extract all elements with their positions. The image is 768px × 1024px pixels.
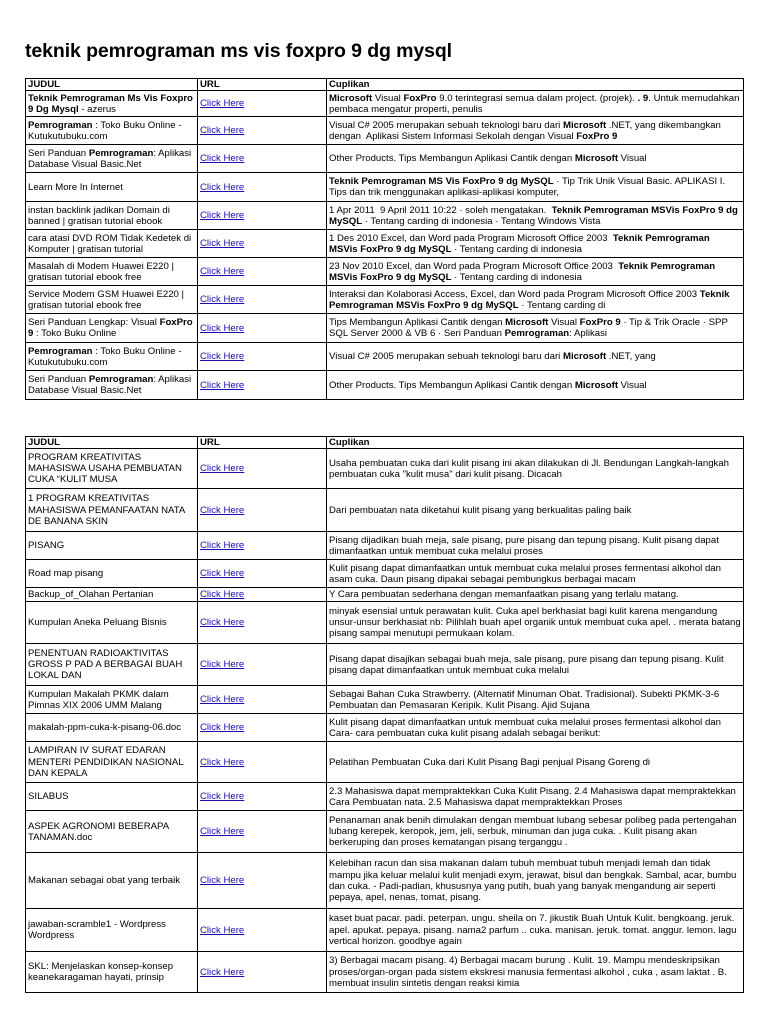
judul-cell: Makanan sebagai obat yang terbaik [26, 853, 198, 909]
cuplikan-cell: Dari pembuatan nata diketahui kulit pisang yang berkualitas paling baik [327, 489, 744, 532]
judul-cell: Seri Panduan Pemrograman: Aplikasi Database Visual Basic.Net [26, 371, 198, 400]
cuplikan-cell: Other Products. Tips Membangun Aplikasi Cantik dengan Microsoft Visual [327, 371, 744, 400]
cuplikan-cell: Pelatihan Pembuatan Cuka dari Kulit Pisang Bagi penjual Pisang Goreng di [327, 742, 744, 783]
click-here-link[interactable]: Click Here [200, 210, 245, 222]
table-row [26, 602, 744, 644]
click-here-link[interactable]: Click Here [200, 540, 245, 552]
url-cell [198, 853, 327, 909]
click-here-link[interactable]: Click Here [200, 238, 245, 250]
click-here-link[interactable]: Click Here [200, 463, 245, 475]
judul-cell: instan backlink jadikan Domain di banned | gratisan tutorial ebook [26, 202, 198, 230]
table-row [26, 145, 744, 173]
table-header-row [26, 79, 744, 91]
url-cell [198, 602, 327, 644]
url-cell [198, 489, 327, 532]
cuplikan-cell: Kelebihan racun dan sisa makanan dalam tubuh membuat tubuh menjadi lemah dan tidak mampu jika keluar melalui kulit menjadi exym, jerawat, bisul dan bengkak. Sambal, acar, bumbu dan cuka. - Padi-padian, khususnya yang putih, buah yang banyak mengandung air seperti pepaya, apel, nenas, tomat, pisang. [327, 853, 744, 909]
judul-cell: Seri Panduan Lengkap: Visual FoxPro 9 : Toko Buku Online [26, 314, 198, 343]
table-row [26, 314, 744, 343]
table-row [26, 588, 744, 602]
judul-cell: SKL: Menjelaskan konsep-konsep keanekaragaman hayati, prinsip [26, 952, 198, 993]
click-here-link[interactable]: Click Here [200, 379, 245, 391]
table-row [26, 952, 744, 993]
judul-cell: PROGRAM KREATIVITAS MAHASISWA USAHA PEMBUATAN CUKA “KULIT MUSA [26, 449, 198, 489]
click-here-link[interactable]: Click Here [200, 617, 245, 629]
page-title: teknik pemrograman ms vis foxpro 9 dg mysql [25, 40, 452, 62]
url-cell [198, 91, 327, 117]
click-here-link[interactable]: Click Here [200, 504, 245, 516]
cuplikan-cell: Y Cara pembuatan sederhana dengan memanfaatkan pisang yang terlalu matang. [327, 588, 744, 602]
judul-cell: 1 PROGRAM KREATIVITAS MAHASISWA PEMANFAATAN NATA DE BANANA SKIN [26, 489, 198, 532]
cuplikan-cell: Sebagai Bahan Cuka Strawberry. (Alternatif Minuman Obat. Tradisional). Subekti PKMK-3-6 Pembuatan dan Pemasaran Keripik. Kulit Pisang. Ajid Sujana [327, 686, 744, 714]
results-table-2 [25, 436, 744, 993]
url-cell [198, 644, 327, 686]
table-row [26, 532, 744, 560]
cuplikan-cell: 1 Des 2010 Excel, dan Word pada Program Microsoft Office 2003 Teknik Pemrograman MSVis FoxPro 9 dg MySQL · Tentang carding di indonesia [327, 230, 744, 258]
url-cell [198, 117, 327, 145]
click-here-link[interactable]: Click Here [200, 294, 245, 306]
click-here-link[interactable]: Click Here [200, 266, 245, 278]
results-table-1 [25, 78, 744, 400]
url-cell [198, 952, 327, 993]
cuplikan-cell: Visual C# 2005 merupakan sebuah teknologi baru dari Microsoft .NET, yang [327, 343, 744, 371]
url-cell [198, 343, 327, 371]
table-row [26, 742, 744, 783]
click-here-link[interactable]: Click Here [200, 756, 245, 768]
url-cell [198, 714, 327, 742]
table-row [26, 686, 744, 714]
cuplikan-cell: Interaksi dan Kolaborasi Access, Excel, dan Word pada Program Microsoft Office 2003 Teknik Pemrograman MSVis FoxPro 9 dg MySQL · Tentang carding di [327, 286, 744, 314]
click-here-link[interactable]: Click Here [200, 791, 245, 803]
url-cell [198, 588, 327, 602]
table-row [26, 449, 744, 489]
url-cell [198, 202, 327, 230]
judul-cell: Road map pisang [26, 560, 198, 588]
table-row [26, 230, 744, 258]
url-cell [198, 742, 327, 783]
click-here-link[interactable]: Click Here [200, 568, 245, 580]
url-cell [198, 173, 327, 202]
judul-cell: Teknik Pemrograman Ms Vis Foxpro 9 Dg Mysql - azerus [26, 91, 198, 117]
cuplikan-cell: 2.3 Mahasiswa dapat mempraktekkan Cuka Kulit Pisang. 2.4 Mahasiswa dapat mempraktekkan Cara Pembuatan nata. 2.5 Mahasiswa dapat mempraktekkan Proses [327, 783, 744, 811]
table-row [26, 489, 744, 532]
judul-cell: SILABUS [26, 783, 198, 811]
cuplikan-cell: Usaha pembuatan cuka dari kulit pisang ini akan dilakukan di Jl. Bendungan Langkah-langkah pembuatan cuka "kulit musa" dari kulit pisang. Dicacah [327, 449, 744, 489]
judul-cell: ASPEK AGRONOMI BEBERAPA TANAMAN.doc [26, 811, 198, 853]
judul-cell: PENENTUAN RADIOAKTIVITAS GROSS P PAD A BERBAGAI BUAH LOKAL DAN [26, 644, 198, 686]
judul-cell: jawaban-scramble1 - Wordpress Wordpress [26, 909, 198, 952]
table-row [26, 117, 744, 145]
table-row [26, 714, 744, 742]
url-cell [198, 909, 327, 952]
url-cell [198, 449, 327, 489]
url-cell [198, 532, 327, 560]
table-row [26, 853, 744, 909]
click-here-link[interactable]: Click Here [200, 875, 245, 887]
table-row [26, 343, 744, 371]
url-cell [198, 286, 327, 314]
table-row [26, 91, 744, 117]
click-here-link[interactable]: Click Here [200, 322, 245, 334]
click-here-link[interactable]: Click Here [200, 351, 245, 363]
table-row [26, 644, 744, 686]
judul-cell: PISANG [26, 532, 198, 560]
click-here-link[interactable]: Click Here [200, 694, 245, 706]
judul-cell: Backup_of_Olahan Pertanian [26, 588, 198, 602]
cuplikan-cell: 1 Apr 2011 9 April 2011 10:22 · soleh mengatakan. Teknik Pemrograman MSVis FoxPro 9 dg MySQL · Tentang carding di indonesia · Tentang Windows Vista [327, 202, 744, 230]
url-cell [198, 560, 327, 588]
cuplikan-cell: Other Products. Tips Membangun Aplikasi Cantik dengan Microsoft Visual [327, 145, 744, 173]
cuplikan-cell: kaset buat pacar. padi. peterpan. ungu. sheila on 7. jikustik Buah Untuk Kulit. bengkoang. jeruk. apel. apukat. pepaya. pisang. nama2 parfum .. cuka. manisan. jeruk. tomat. anggur. lemon. lagu vertical horizon. goodbye again [327, 909, 744, 952]
click-here-link[interactable]: Click Here [200, 966, 245, 978]
click-here-link[interactable]: Click Here [200, 125, 245, 137]
table-row [26, 286, 744, 314]
table-row [26, 258, 744, 286]
judul-cell: makalah-ppm-cuka-k-pisang-06.doc [26, 714, 198, 742]
judul-cell: Learn More In Internet [26, 173, 198, 202]
header-url: URL [198, 437, 327, 449]
judul-cell: Kumpulan Makalah PKMK dalam Pimnas XIX 2006 UMM Malang [26, 686, 198, 714]
cuplikan-cell: 3) Berbagai macam pisang. 4) Berbagai macam burung . Kulit. 19. Mampu mendeskripsikan proses/organ-organ pada sistem ekskresi manusia fermentasi alkohol , cuka , asam laktat . B. membuat insulin sintetis dengan reaksi kimia [327, 952, 744, 993]
url-cell [198, 811, 327, 853]
cuplikan-cell: Tips Membangun Aplikasi Cantik dengan Microsoft Visual FoxPro 9 · Tip & Trik Oracle · SPP SQL Server 2000 & VB 6 · Seri Panduan Pemrograman: Aplikasi [327, 314, 744, 343]
cuplikan-cell: minyak esensial untuk perawatan kulit. Cuka apel berkhasiat bagi kulit karena mengandung unsur-unsur berkhasiat nb: Pilihlah buah apel organik untuk membuat cuka apel. . merata batang pisang sampai menutupi permukaan kolam. [327, 602, 744, 644]
table-row [26, 560, 744, 588]
table-header-row [26, 437, 744, 449]
cuplikan-cell: Kulit pisang dapat dimanfaatkan untuk membuat cuka melalui proses fermentasi alkohol dan asam cuka. Daun pisang dipakai sebagai pembungkus berbagai macam [327, 560, 744, 588]
click-here-link[interactable]: Click Here [200, 826, 245, 838]
url-cell [198, 145, 327, 173]
header-judul: JUDUL [26, 437, 198, 449]
cuplikan-cell: Kulit pisang dapat dimanfaatkan untuk membuat cuka melalui proses fermentasi alkohol dan Cara- cara pembuatan cuka kulit pisang adalah sebagai berikut: [327, 714, 744, 742]
click-here-link[interactable]: Click Here [200, 722, 245, 734]
header-cuplikan: Cuplikan [327, 437, 744, 449]
click-here-link[interactable]: Click Here [200, 659, 245, 671]
judul-cell: Pemrograman : Toko Buku Online - Kutukutubuku.com [26, 343, 198, 371]
header-judul: JUDUL [26, 79, 198, 91]
url-cell [198, 686, 327, 714]
cuplikan-cell: Penanaman anak benih dimulakan dengan membuat lubang sebesar polibeg pada pertengahan lubang kerepek, keropok, jem, jeli, serbuk, minuman dan juga cuka. . Kulit pisang akan berkeruping dan proses kematangan pisang terganggu . [327, 811, 744, 853]
table-row [26, 202, 744, 230]
click-here-link[interactable]: Click Here [200, 924, 245, 936]
table-row [26, 173, 744, 202]
judul-cell: Seri Panduan Pemrograman: Aplikasi Database Visual Basic.Net [26, 145, 198, 173]
table-row [26, 811, 744, 853]
judul-cell: Pemrograman : Toko Buku Online - Kutukutubuku.com [26, 117, 198, 145]
cuplikan-cell: Microsoft Visual FoxPro 9.0 terintegrasi semua dalam project. (projek). . 9. Untuk memudahkan pembaca mengatur properti, penulis [327, 91, 744, 117]
judul-cell: Masalah di Modem Huawei E220 | gratisan tutorial ebook free [26, 258, 198, 286]
header-url: URL [198, 79, 327, 91]
click-here-link[interactable]: Click Here [200, 181, 245, 193]
judul-cell: cara atasi DVD ROM Tidak Kedetek di Komputer | gratisan tutorial [26, 230, 198, 258]
cuplikan-cell: Visual C# 2005 merupakan sebuah teknologi baru dari Microsoft .NET, yang dikembangkan dengan Aplikasi Sistem Informasi Sekolah dengan Visual FoxPro 9 [327, 117, 744, 145]
cuplikan-cell: Pisang dapat disajikan sebagai buah meja, sale pisang, pure pisang dan tepung pisang. Kulit pisang dapat dimanfaatkan untuk membuat cuka melalui [327, 644, 744, 686]
url-cell [198, 371, 327, 400]
url-cell [198, 314, 327, 343]
url-cell [198, 783, 327, 811]
cuplikan-cell: Teknik Pemrograman MS Vis FoxPro 9 dg MySQL · Tip Trik Unik Visual Basic. APLIKASI I. Tips dan trik menggunakan aplikasi-aplikasi komputer, [327, 173, 744, 202]
table-row [26, 371, 744, 400]
judul-cell: Service Modem GSM Huawei E220 | gratisan tutorial ebook free [26, 286, 198, 314]
url-cell [198, 230, 327, 258]
cuplikan-cell: Pisang dijadikan buah meja, sale pisang, pure pisang dan tepung pisang. Kulit pisang dapat dimanfaatkan untuk membuat cuka melalui proses [327, 532, 744, 560]
url-cell [198, 258, 327, 286]
judul-cell: Kumpulan Aneka Peluang Bisnis [26, 602, 198, 644]
click-here-link[interactable]: Click Here [200, 589, 245, 601]
header-cuplikan: Cuplikan [327, 79, 744, 91]
cuplikan-cell: 23 Nov 2010 Excel, dan Word pada Program Microsoft Office 2003 Teknik Pemrograman MSVis FoxPro 9 dg MySQL · Tentang carding di indonesia [327, 258, 744, 286]
click-here-link[interactable]: Click Here [200, 153, 245, 165]
click-here-link[interactable]: Click Here [200, 98, 245, 110]
table-row [26, 909, 744, 952]
table-row [26, 783, 744, 811]
judul-cell: LAMPIRAN IV SURAT EDARAN MENTERI PENDIDIKAN NASIONAL DAN KEPALA [26, 742, 198, 783]
